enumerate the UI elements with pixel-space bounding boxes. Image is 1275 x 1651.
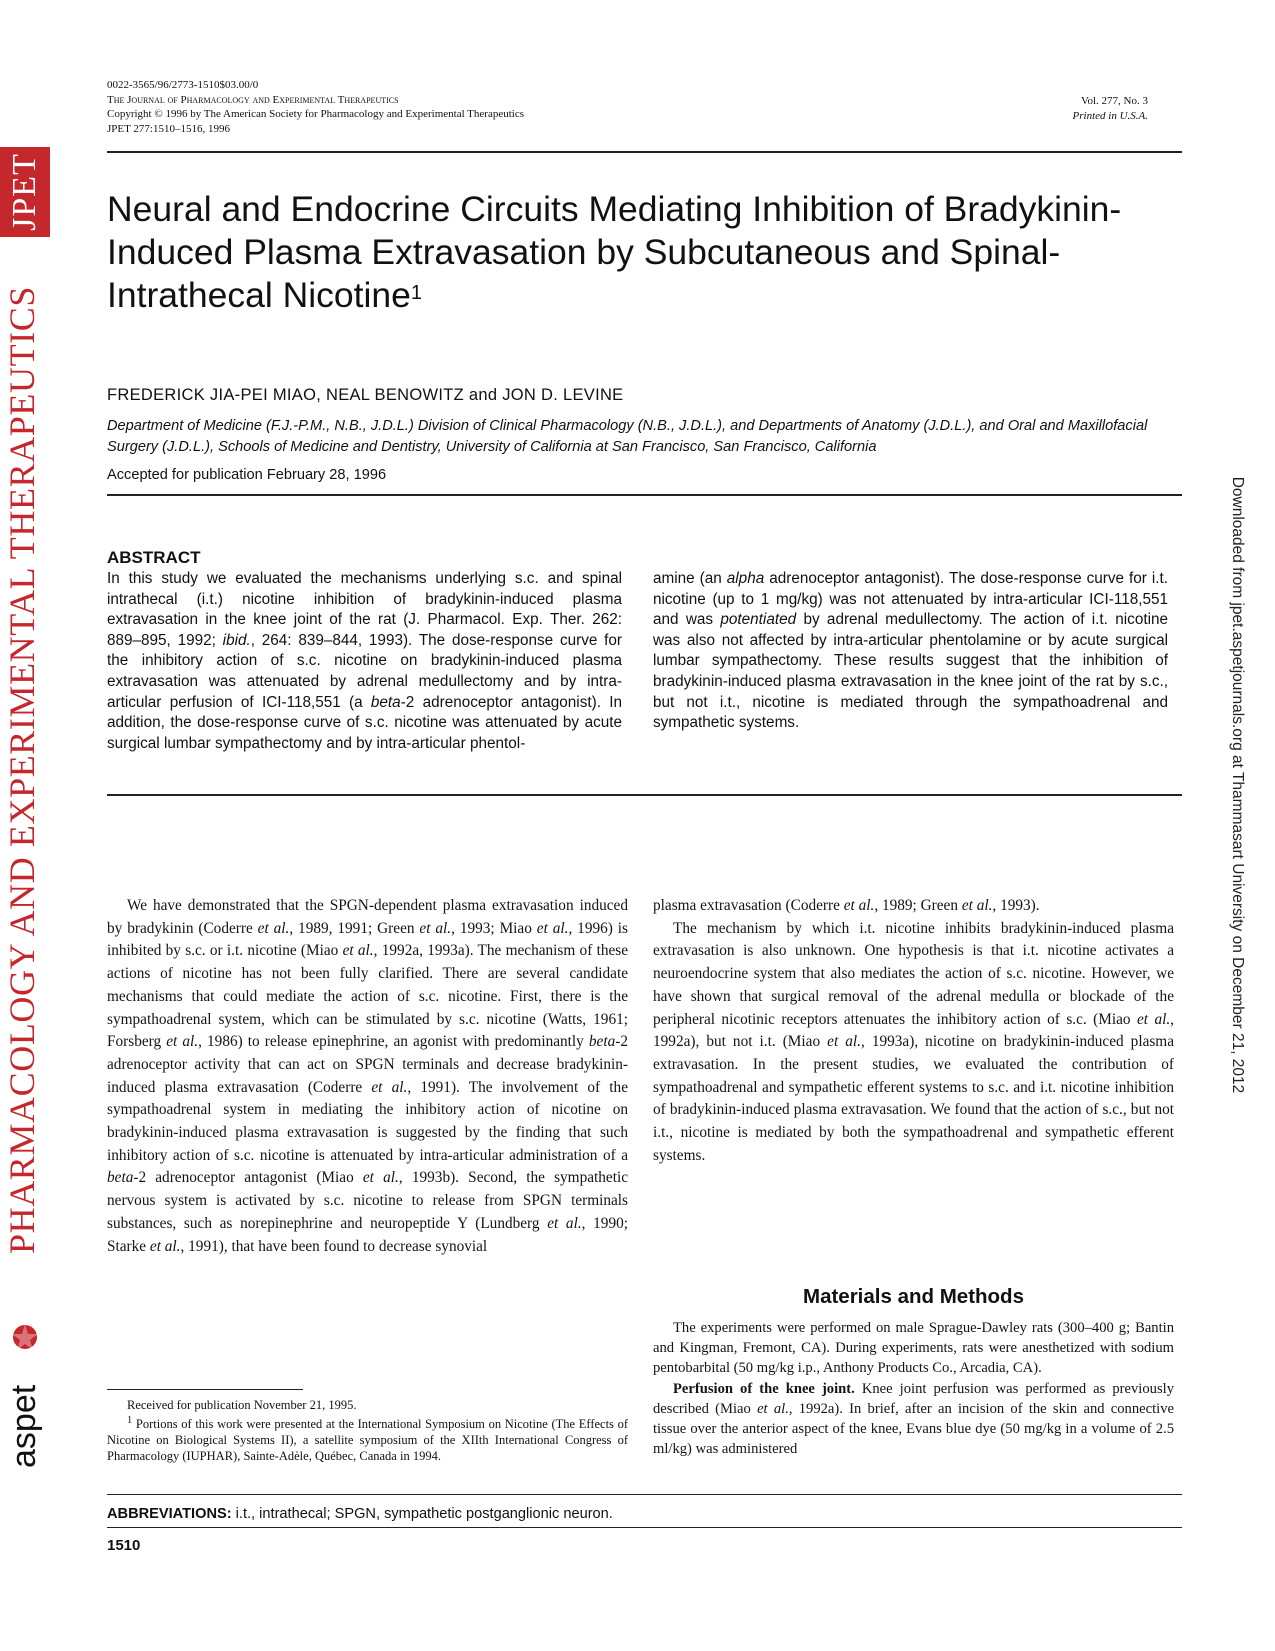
abstract-text: by adrenal medullectomy. The action of i.t. nicotine was also not affected by intra-articular phentolamine or by acute surgical lumbar sympathectomy. These results suggest that the inhibition of bradykinin-induced plasma extravasation in the knee joint of the rat by s.c., but not i.t., nicotine is mediated through the sympathoadrenal and sympathetic systems. [653, 611, 1168, 732]
abstract-italic: ibid. [222, 631, 251, 649]
methods-text [653, 1318, 1174, 1459]
header-citation: JPET 277:1510–1516, 1996 [107, 122, 230, 135]
abstract-heading: ABSTRACT [107, 548, 201, 567]
abstract-column-1 [107, 569, 622, 754]
abstract-italic: potentiated [720, 611, 797, 629]
footnote-text: Portions of this work were presented at the International Symposium on Nicotine (The Effects of Nicotine on Biological Systems II), a satellite symposium of the XIIth International Congress of Pharmacology (IUPHAR), Sainte-Adèle, Québec, Canada in 1994. [107, 1417, 628, 1464]
run-in-heading: Perfusion of the knee joint. [673, 1380, 855, 1397]
journal-name-vertical: PHARMACOLOGY AND EXPERIMENTAL THERAPEUTICS [2, 285, 42, 1255]
footnote-marker: 1 [127, 1415, 133, 1426]
aspet-wordmark: aspet [5, 1384, 43, 1468]
title-text: Neural and Endocrine Circuits Mediating Inhibition of Bradykinin-Induced Plasma Extravasation by Subcutaneous and Spinal-Intrathecal Nicotine [107, 189, 1122, 315]
abstract-bottom-rule [107, 794, 1182, 796]
body-paragraph: plasma extravasation (Coderre et al., 1989; Green et al., 1993). [653, 897, 1040, 914]
header-left [107, 78, 524, 136]
jpet-label: JPET [6, 153, 43, 231]
header-journal: The Journal of Pharmacology and Experimental Therapeutics [107, 93, 399, 106]
accepted-date: Accepted for publication February 28, 1996 [107, 467, 387, 483]
abbreviations-top-rule [107, 1494, 1182, 1495]
abstract-italic: alpha [726, 570, 765, 587]
article-title [107, 188, 1187, 317]
body-paragraph: We have demonstrated that the SPGN-dependent plasma extravasation induced by bradykinin (Coderre et al., 1989, 1991; Green et al., 1993; Miao et al., 1996) is inhibited by s.c. or i.t. nicotine (Miao et al., 1992a, 1993a). The mechanism of these actions of nicotine has not been fully clarified. There are several candidate mechanisms that could mediate the action of s.c. nicotine. First, there is the sympathoadrenal system, which can be stimulated by s.c. nicotine (Watts, 1961; Forsberg et al., 1986) to release epinephrine, an agonist with predominantly beta-2 adrenoceptor activity that can act on SPGN terminals and decrease bradykinin-induced plasma extravasation (Coderre et al., 1991). The involvement of the sympathoadrenal system in mediating the inhibitory action of nicotine on bradykinin-induced plasma extravasation is suggested by the finding that such inhibitory action of s.c. nicotine is attenuated by intra-articular administration of a beta-2 adrenoceptor antagonist (Miao et al., 1993b). Second, the sympathetic nervous system is activated by s.c. nicotine to release from SPGN terminals substances, such as norepinephrine and neuropeptide Y (Lundberg et al., 1990; Starke et al., 1991), that have been found to decrease synovial [107, 897, 629, 1255]
received-note: Received for publication November 21, 1995. [127, 1398, 357, 1412]
abstract-text: In this study we evaluated the mechanisms underlying s.c. and spinal intrathecal (i.t.) nicotine inhibition of bradykinin-induced plasma extravasation in the knee joint of the rat (J. Pharmacol. Exp. Ther. 262: 889–895, 1992; [107, 570, 622, 649]
abstract-text: -2 adrenoceptor antagonist). In addition, the dose-response curve of s.c. nicotine was attenuated by acute surgical lumbar sympathectomy and by intra-articular phentol- [107, 693, 622, 752]
body-column-2 [653, 895, 1174, 1167]
abstract-text: adrenoceptor antagonist). The dose-response curve for i.t. nicotine (up to 1 mg/kg) was not attenuated by intra-articular ICI-118,551 and was [653, 570, 1168, 629]
aspet-logo-icon [4, 1320, 46, 1470]
footnotes [107, 1397, 628, 1464]
abstract-column-2 [653, 569, 1168, 734]
header-rule [107, 151, 1182, 153]
footnote-rule [107, 1389, 303, 1390]
header-volume: Vol. 277, No. 3 [1080, 95, 1148, 107]
body-column-1 [107, 895, 628, 1258]
abstract-text: , 264: 839–844, 1993). The dose-response curve for the inhibitory action of s.c. nicotine on bradykinin-induced plasma extravasation was attenuated by adrenal medullectomy and by intra-articular perfusion of ICI-118,551 (a [107, 631, 622, 711]
footnote-1 [107, 1413, 628, 1464]
abbreviations [107, 1506, 613, 1522]
header-copyright: Copyright © 1996 by The American Society for Pharmacology and Experimental Therapeutics [107, 108, 524, 120]
page-number: 1510 [107, 1537, 141, 1554]
download-note: Downloaded from jpet.aspetjournals.org at Thammasart University on December 21, 2012 [1229, 476, 1246, 1094]
title-footnote-marker: 1 [410, 282, 423, 304]
section-heading-methods: Materials and Methods [803, 1285, 1024, 1308]
abbreviations-text: i.t., intrathecal; SPGN, sympathetic postganglionic neuron. [231, 1506, 613, 1522]
aspet-star-icon [12, 1324, 38, 1350]
abbreviations-bottom-rule [107, 1527, 1182, 1528]
header-code: 0022-3565/96/2773-1510$03.00/0 [107, 79, 259, 91]
abbreviations-label: ABBREVIATIONS: [107, 1506, 232, 1522]
header-right [1073, 94, 1148, 123]
body-paragraph: The mechanism by which i.t. nicotine inhibits bradykinin-induced plasma extravasation is also unknown. One hypothesis is that i.t. nicotine activates a neuroendocrine system that also mediates the action of s.c. nicotine. However, we have shown that surgical removal of the adrenal medulla or blockade of the peripheral nicotinic receptors attenuates the inhibitory action of s.c. (Miao et al., 1992a), but not i.t. (Miao et al., 1993a), nicotine on bradykinin-induced plasma extravasation. In the present studies, we evaluated the contribution of sympathoadrenal and sympathetic efferent systems to s.c. and i.t. nicotine inhibition of bradykinin-induced plasma extravasation. We found that the action of s.c., but not i.t., nicotine is mediated by both the sympathoadrenal and sympathetic efferent systems. [653, 919, 1174, 1164]
header-printed: Printed in U.S.A. [1072, 109, 1148, 122]
body-paragraph: The experiments were performed on male Sprague-Dawley rats (300–400 g; Bantin and Kingman, Fremont, CA). During experiments, rats were anesthetized with sodium pentobarbital (50 mg/kg i.p., Anthony Products Co., Arcadia, CA). [653, 1320, 1174, 1377]
abstract-top-rule [107, 494, 1182, 496]
affiliation: Department of Medicine (F.J.-P.M., N.B., J.D.L.) Division of Clinical Pharmacology (N.B., J.D.L.), and Departments of Anatomy (J.D.L.), and Oral and Maxillofacial Surgery (J.D.L.), Schools of Medicine and Dentistry, University of California at San Francisco, San Francisco, California [107, 418, 1148, 455]
author-list: FREDERICK JIA-PEI MIAO, NEAL BENOWITZ and JON D. LEVINE [107, 386, 624, 404]
abstract-text: amine (an [653, 570, 727, 587]
abstract-italic: beta [370, 693, 401, 711]
body-paragraph: Perfusion of the knee joint. Knee joint perfusion was performed as previously described (Miao et al., 1992a). In brief, after an incision of the skin and connective tissue over the anterior aspect of the knee, Evans blue dye (50 mg/kg in a volume of 2.5 ml/kg) was administered [653, 1380, 1174, 1458]
